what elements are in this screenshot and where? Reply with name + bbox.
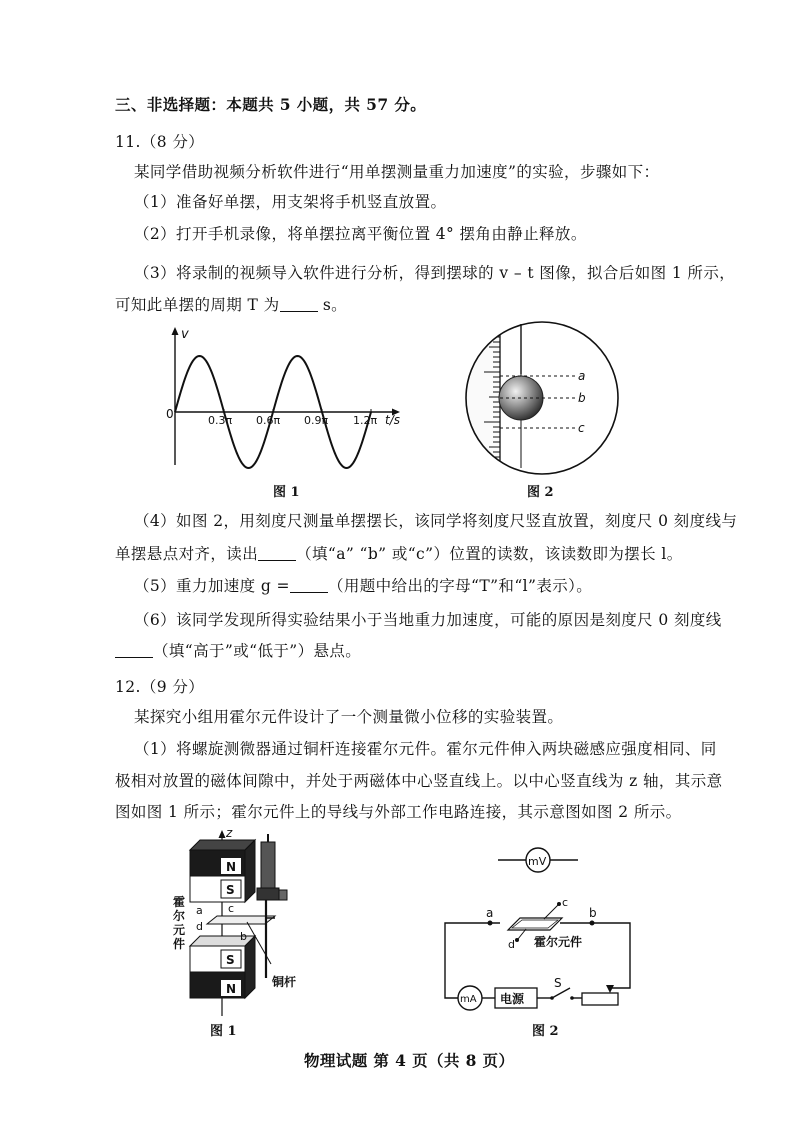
q12-figure-1-caption: 图 1 xyxy=(210,1024,237,1039)
q11-step-6-line-2: （填“高于”或“低于”）悬点。 xyxy=(115,640,361,662)
circuit-terminal-b: b xyxy=(589,906,597,920)
q11-header: 11.（8 分） xyxy=(115,133,205,151)
hall-element-label: 霍尔元件 xyxy=(534,935,583,949)
voltmeter-label: mV xyxy=(528,855,547,868)
graph-origin: 0 xyxy=(166,407,174,421)
hall-label-3: 元 xyxy=(173,923,186,937)
q12-figure-2-caption: 图 2 xyxy=(532,1024,559,1039)
graph-x-label: t/s xyxy=(385,413,400,427)
q11-step-4-line-2: 单摆悬点对齐，读出 （填“a” “b” 或“c”）位置的读数，该读数即为摆长 l。 xyxy=(115,545,683,563)
q11-step-1: （1）准备好单摆，用支架将手机竖直放置。 xyxy=(134,193,447,211)
q12-step-1-line-3: 图如图 1 所示；霍尔元件上的导线与外部工作电路连接，其示意图如图 2 所示。 xyxy=(115,803,682,821)
q11-step-5: （5）重力加速度 g = （用题中给出的字母“T”和“l”表示）。 xyxy=(134,577,593,595)
rheostat xyxy=(582,993,618,1005)
q12-figure-2-circuit xyxy=(440,838,640,1018)
q11-intro: 某同学借助视频分析软件进行“用单摆测量重力加速度”的实验，步骤如下： xyxy=(134,163,660,181)
q11-figure-2-caption: 图 2 xyxy=(527,485,554,500)
circuit-terminal-a: a xyxy=(486,906,494,920)
hall-element xyxy=(207,916,275,924)
q12-step-1-line-2: 极相对放置的磁体间隙中，并处于两磁体中心竖直线上。以中心竖直线为 z 轴，其示意 xyxy=(115,772,723,790)
hall-label-4: 件 xyxy=(173,937,186,951)
level-label-a: a xyxy=(578,369,586,383)
section-title: 三、非选择题：本题共 5 小题，共 57 分。 xyxy=(115,95,427,114)
ammeter-label: mA xyxy=(460,994,477,1005)
copper-rod-label: 铜杆 xyxy=(272,975,297,989)
q12-figure-1-magnet-setup xyxy=(165,828,305,1018)
graph-tick-0.6pi: 0.6π xyxy=(256,414,281,427)
q12-header: 12.（9 分） xyxy=(115,678,205,696)
graph-tick-0.9pi: 0.9π xyxy=(304,414,329,427)
answer-blank-gravity[interactable] xyxy=(290,578,328,593)
switch-label: S xyxy=(554,976,562,990)
terminal-a-label: a xyxy=(196,904,203,917)
graph-y-label: v xyxy=(181,327,189,342)
q11-figure-1-caption: 图 1 xyxy=(273,485,300,500)
hall-label-2: 尔 xyxy=(173,909,186,923)
answer-blank-period[interactable] xyxy=(280,297,318,312)
terminal-b-label: b xyxy=(240,930,247,943)
micrometer xyxy=(261,842,275,894)
level-label-c: c xyxy=(578,421,585,435)
q12-intro: 某探究小组用霍尔元件设计了一个测量微小位移的实验装置。 xyxy=(134,708,564,726)
q11-figure-1-vt-graph xyxy=(150,325,420,475)
answer-blank-zero-mark[interactable] xyxy=(115,643,153,658)
bottom-pole-s: S xyxy=(226,953,235,967)
top-pole-n: N xyxy=(226,860,237,874)
power-source-label: 电源 xyxy=(500,992,525,1006)
answer-blank-position[interactable] xyxy=(258,546,296,561)
q11-step-4-line-1: （4）如图 2，用刻度尺测量单摆摆长，该同学将刻度尺竖直放置，刻度尺 0 刻度线与 xyxy=(134,512,738,530)
bottom-pole-n: N xyxy=(226,982,237,996)
q11-figure-2-ruler-ball xyxy=(460,318,630,480)
z-axis-label: z xyxy=(226,826,233,840)
terminal-d-label: d xyxy=(196,920,203,933)
graph-tick-0.3pi: 0.3π xyxy=(208,414,233,427)
hall-label-1: 霍 xyxy=(173,895,186,909)
circuit-terminal-c: c xyxy=(562,896,569,909)
q11-step-3-line-1: （3）将录制的视频导入软件进行分析，得到摆球的 v – t 图像，拟合后如图 1 所示， xyxy=(134,264,736,282)
top-pole-s: S xyxy=(226,883,235,897)
q11-step-3-line-2: 可知此单摆的周期 T 为 s。 xyxy=(115,296,348,314)
level-label-b: b xyxy=(578,391,586,405)
q12-step-1-line-1: （1）将螺旋测微器通过铜杆连接霍尔元件。霍尔元件伸入两块磁感应强度相同、同 xyxy=(134,740,717,758)
page-footer: 物理试题 第 4 页（共 8 页） xyxy=(304,1051,515,1070)
q11-step-2: （2）打开手机录像，将单摆拉离平衡位置 4° 摆角由静止释放。 xyxy=(134,225,587,243)
terminal-c-label: c xyxy=(228,902,235,915)
q11-step-6-line-1: （6）该同学发现所得实验结果小于当地重力加速度，可能的原因是刻度尺 0 刻度线 xyxy=(134,611,722,629)
graph-tick-1.2pi: 1.2π xyxy=(353,414,378,427)
circuit-terminal-d: d xyxy=(508,938,515,951)
